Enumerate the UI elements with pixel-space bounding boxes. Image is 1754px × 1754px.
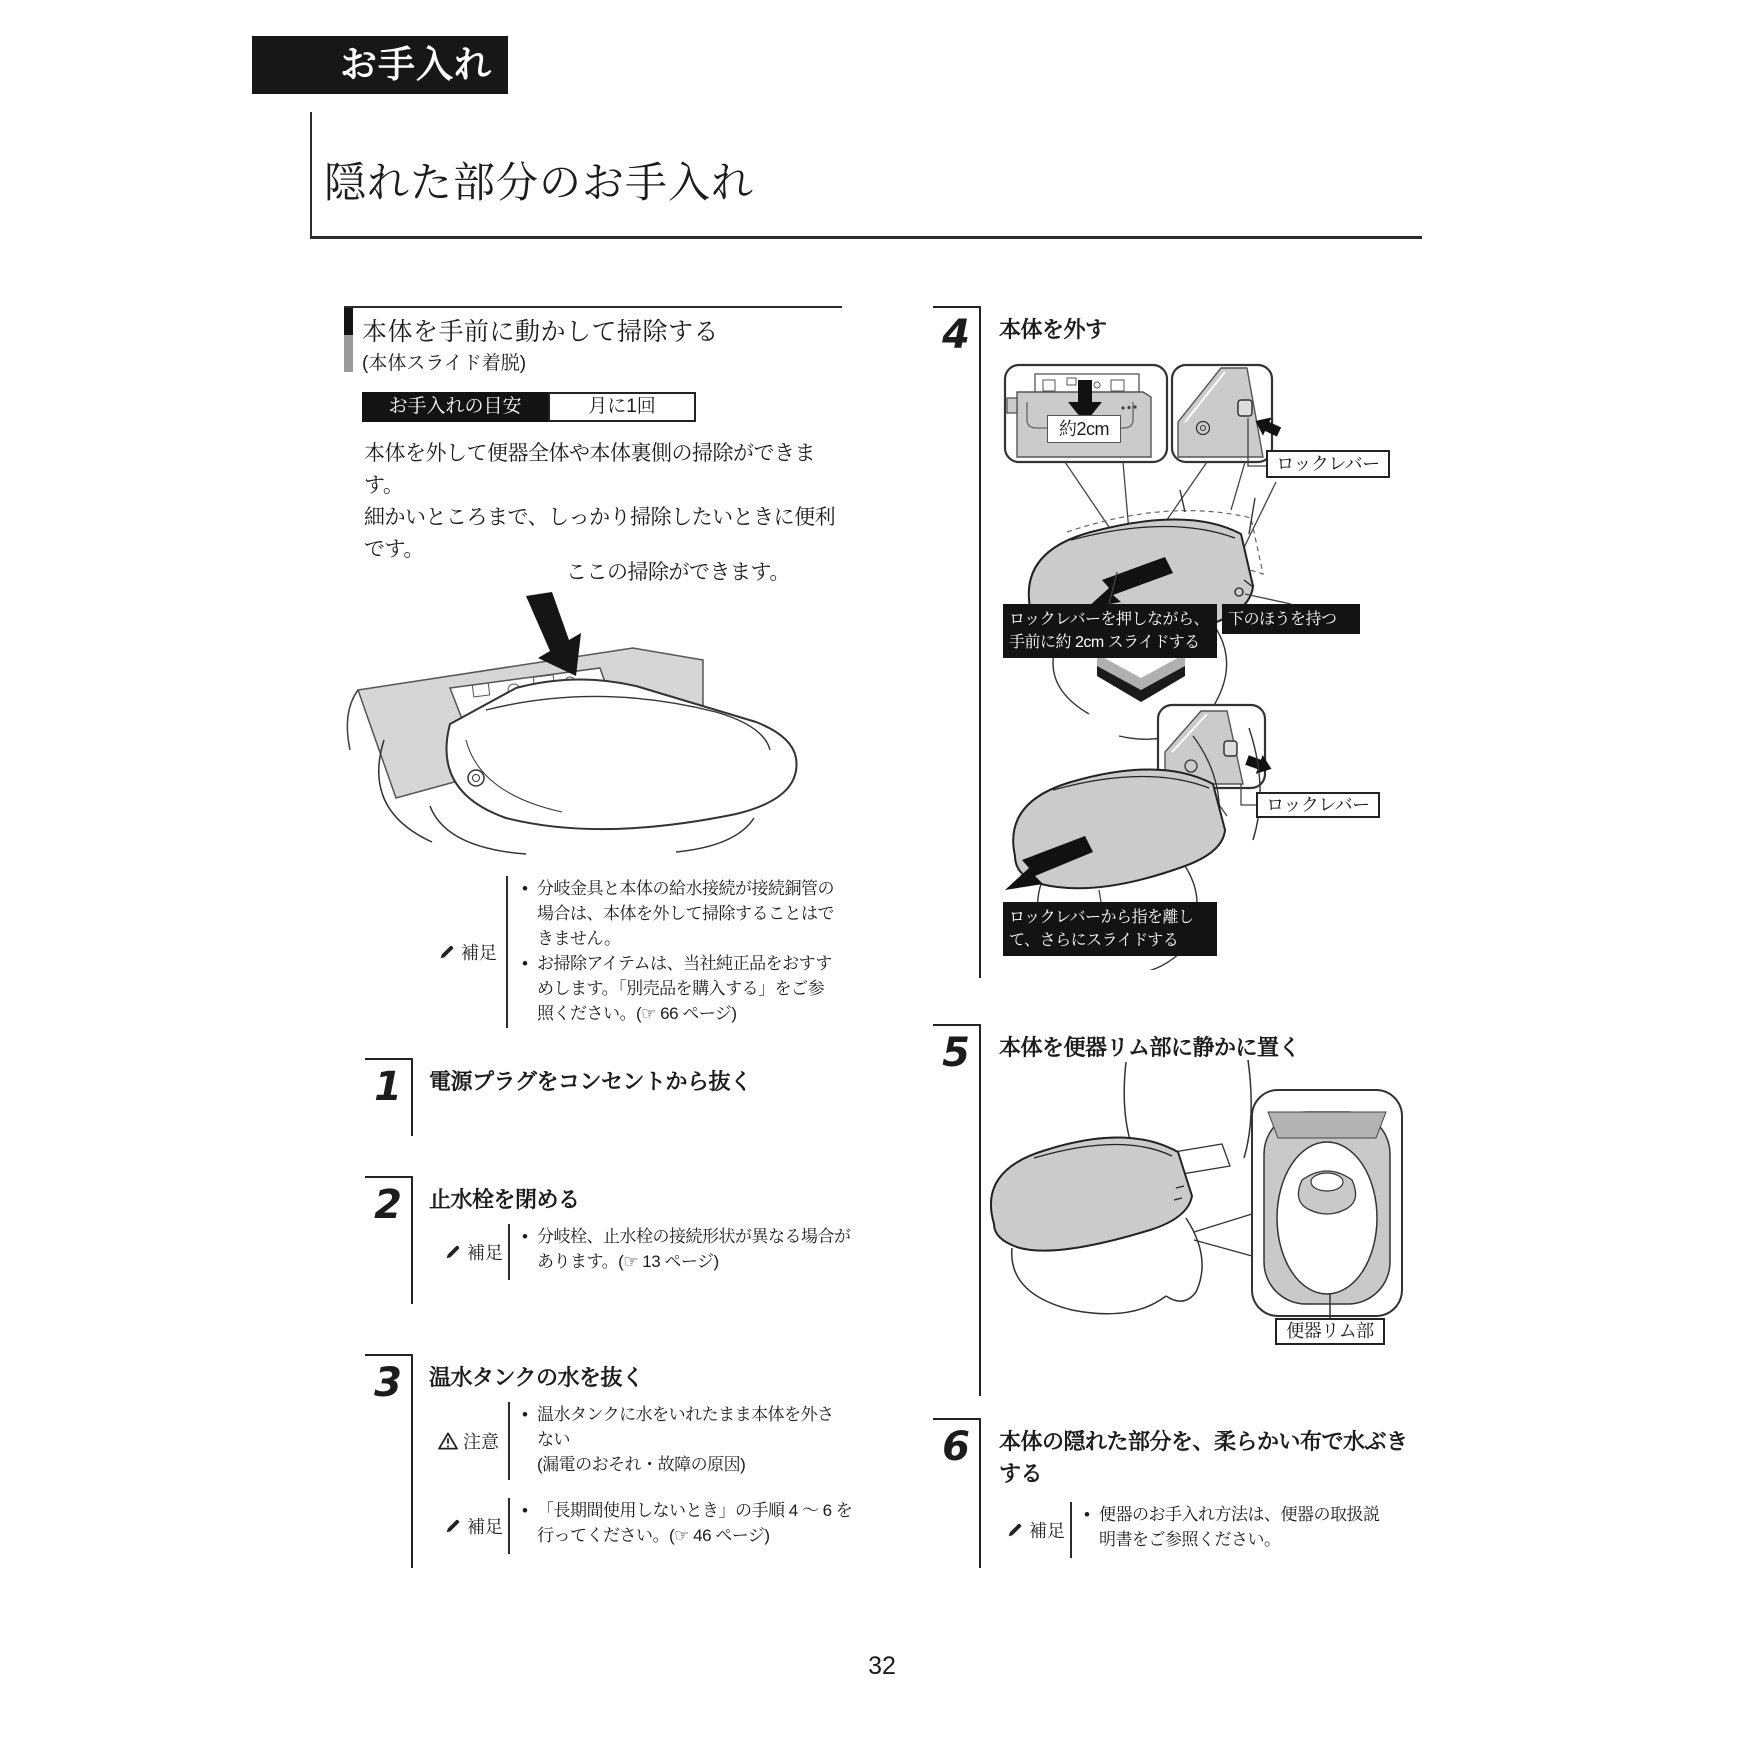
note-item: • 分岐金具と本体の給水接続が接続銅管の場合は、本体を外して掃除することはできません。 — [522, 879, 834, 948]
step-number: 1 — [374, 1064, 402, 1110]
step-number: 3 — [374, 1360, 402, 1406]
step-title: 止水栓を閉める — [429, 1187, 580, 1212]
note-item: • 分岐栓、止水栓の接続形状が異なる場合があります。(☞ 13 ページ) — [522, 1227, 851, 1271]
step-rule — [933, 306, 979, 308]
pencil-icon — [438, 943, 456, 961]
note-label: 補足 — [444, 1224, 508, 1280]
step-title: 本体の隠れた部分を、柔らかい布で水ぶきする — [999, 1429, 1408, 1486]
step-vline — [411, 1176, 413, 1304]
place-on-rim-illustration — [950, 1056, 1420, 1324]
section-note — [438, 876, 838, 1028]
page-number: 32 — [868, 1652, 896, 1680]
step-number: 5 — [942, 1030, 970, 1076]
pencil-icon — [444, 1517, 462, 1535]
step-rule — [933, 1024, 979, 1026]
step-rule — [933, 1418, 979, 1420]
lock-lever-label-2: ロックレバー — [1256, 792, 1380, 818]
caution-line: • 温水タンクに水をいれたまま本体を外さない — [522, 1405, 834, 1449]
step-title: 本体を外す — [999, 317, 1107, 342]
paragraph-line-2: 細かいところまで、しっかり掃除したいときに便利です。 — [364, 506, 836, 561]
step-note — [1006, 1502, 1391, 1558]
note-label: 補足 — [444, 1498, 508, 1554]
step-number: 6 — [942, 1424, 970, 1470]
slide-instruction-label: ロックレバーを押しながら、 手前に約 2cm スライドする — [1003, 604, 1217, 658]
rim-label: 便器リム部 — [1275, 1318, 1385, 1345]
warning-triangle-icon — [438, 1432, 458, 1450]
step-number: 4 — [942, 312, 970, 358]
step-title: 温水タンクの水を抜く — [429, 1365, 644, 1390]
note-item: • 「長期間使用しないとき」の手順 4 ～ 6 を行ってください。(☞ 46 ページ) — [522, 1501, 853, 1545]
step-vline — [979, 306, 981, 978]
note-item: • お掃除アイテムは、当社純正品をおすすめします。「別売品を購入する」をご参照ください。(☞ 66 ページ) — [522, 954, 832, 1023]
title-underline — [310, 236, 1422, 239]
note-divider — [506, 876, 508, 1028]
hold-bottom-label: 下のほうを持つ — [1222, 604, 1360, 634]
step-note — [444, 1498, 853, 1554]
release-instruction-label: ロックレバーから指を離し て、さらにスライドする — [1003, 902, 1217, 956]
note-item: • 便器のお手入れ方法は、便器の取扱説明書をご参照ください。 — [1084, 1505, 1380, 1549]
step-rule — [365, 1058, 411, 1060]
slide-clean-illustration — [338, 588, 838, 860]
title-left-rule — [310, 112, 312, 238]
note-divider — [508, 1402, 510, 1480]
maintenance-guide-label: お手入れの目安 — [362, 392, 548, 422]
caution-text — [522, 1402, 838, 1480]
illustration-caption: ここの掃除ができます。 — [566, 561, 790, 584]
step-rule — [365, 1354, 411, 1356]
pencil-icon — [444, 1243, 462, 1261]
caution-label: 注意 — [438, 1402, 508, 1480]
chapter-badge: お手入れ — [252, 36, 508, 94]
note-divider — [508, 1498, 510, 1554]
note-label: 補足 — [1006, 1502, 1070, 1558]
section-subheading: (本体スライド着脱) — [362, 353, 527, 374]
note-divider — [1070, 1502, 1072, 1558]
maintenance-guide-value: 月に1回 — [548, 392, 696, 422]
page-title: 隠れた部分のお手入れ — [324, 159, 755, 206]
section-marker — [344, 308, 353, 372]
lock-lever-label-1: ロックレバー — [1266, 450, 1390, 478]
note-divider — [508, 1224, 510, 1280]
step-note — [444, 1224, 853, 1280]
label-2cm: 約2cm — [1047, 415, 1121, 443]
note-list — [522, 876, 838, 1028]
paragraph-line-1: 本体を外して便器全体や本体裏側の掃除ができます。 — [364, 442, 815, 497]
pencil-icon — [1006, 1521, 1024, 1539]
step-title: 本体を便器リム部に静かに置く — [999, 1035, 1301, 1060]
step-title: 電源プラグをコンセントから抜く — [429, 1069, 752, 1094]
section-paragraph — [364, 438, 836, 566]
step-vline — [411, 1058, 413, 1136]
step-vline — [979, 1418, 981, 1568]
section-top-rule — [344, 306, 842, 308]
step-caution — [438, 1402, 838, 1480]
note-label: 補足 — [438, 876, 506, 1028]
step-vline — [411, 1354, 413, 1568]
step-rule — [365, 1176, 411, 1178]
section-heading: 本体を手前に動かして掃除する — [362, 318, 720, 346]
caution-line: (漏電のおそれ・故障の原因) — [537, 1455, 746, 1474]
step-number: 2 — [374, 1182, 402, 1228]
